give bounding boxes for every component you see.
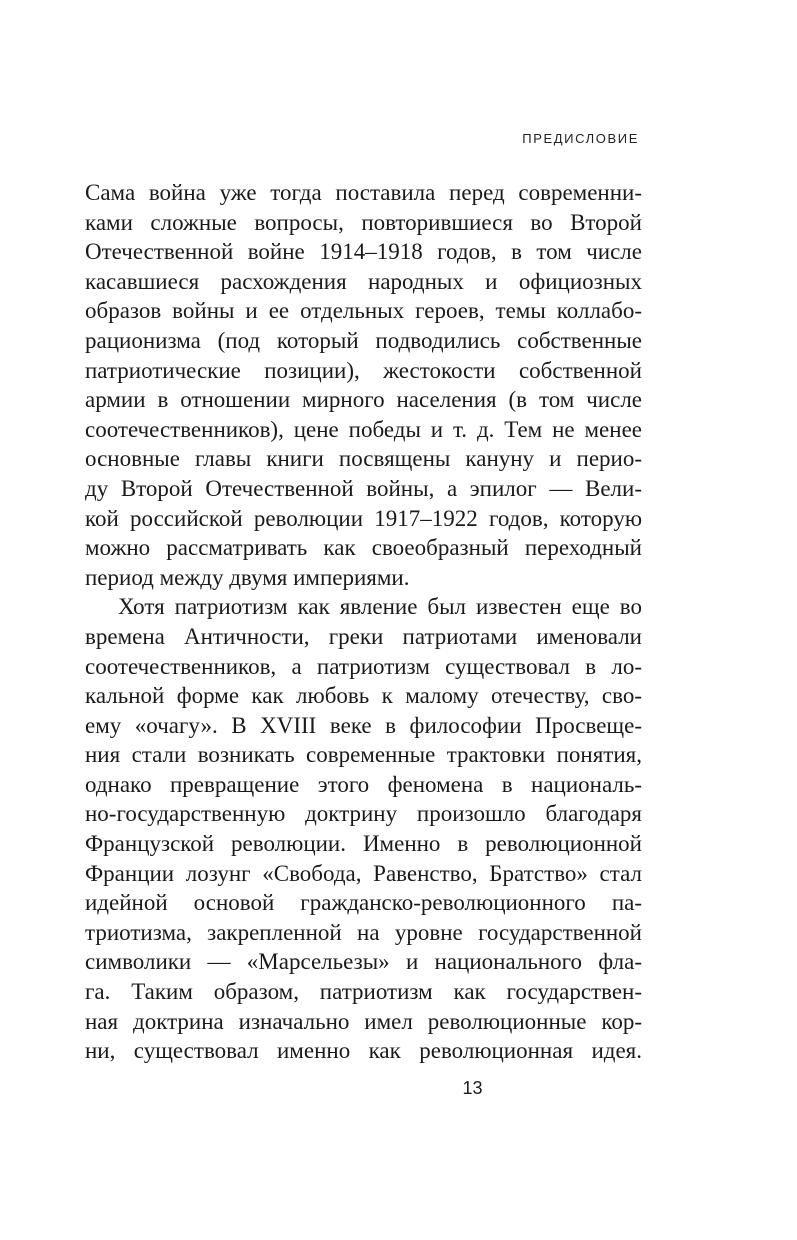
- text-line: ду Второй Отечественной войны, а эпилог — Вели-: [85, 475, 642, 501]
- text-line: времена Античности, греки патриотами именовали: [85, 623, 642, 649]
- text-line: можно рассматривать как своеобразный переходный: [85, 535, 642, 561]
- text-line: Французской революции. Именно в революционной: [85, 831, 642, 857]
- paragraph-1: [85, 178, 642, 592]
- text-line: ния стали возникать современные трактовки понятия,: [85, 742, 642, 768]
- text-line: кальной форме как любовь к малому отечеству, сво-: [85, 683, 642, 709]
- text-line: соотечественников, а патриотизм существовал в ло-: [85, 653, 642, 679]
- text-line: Хотя патриотизм как явление был известен еще во: [118, 594, 642, 620]
- text-line: но-государственную доктрину произошло благодаря: [85, 801, 642, 827]
- text-line: однако превращение этого феномена в националь-: [85, 771, 642, 797]
- text-line: ками сложные вопросы, повторившиеся во Второй: [85, 209, 642, 235]
- body-text: [85, 178, 642, 1066]
- text-line: касавшиеся расхождения народных и официозных: [85, 268, 642, 294]
- text-line: ная доктрина изначально имел революционные кор-: [85, 1008, 642, 1034]
- text-line: образов войны и ее отдельных героев, темы коллабо-: [85, 298, 642, 324]
- text-line: армии в отношении мирного населения (в том числе: [85, 387, 642, 413]
- text-line: кой российской революции 1917–1922 годов, которую: [85, 505, 642, 531]
- text-line: Франции лозунг «Свобода, Равенство, Братство» стал: [85, 860, 642, 886]
- text-line: триотизма, закрепленной на уровне государственной: [85, 919, 642, 945]
- text-line: основные главы книги посвящены кануну и перио-: [85, 446, 642, 472]
- paragraph-2: [85, 592, 642, 1066]
- text-line: ни, существовал именно как революционная идея.: [85, 1038, 642, 1064]
- text-line: соотечественников), цене победы и т. д. Тем не менее: [85, 416, 642, 442]
- text-line: Отечественной войне 1914–1918 годов, в том числе: [85, 239, 642, 265]
- text-line: га. Таким образом, патриотизм как государствен-: [85, 979, 642, 1005]
- text-line: период между двумя империями.: [85, 564, 410, 590]
- text-line: идейной основой гражданско-революционного па-: [85, 890, 642, 916]
- text-line: Сама война уже тогда поставила перед современни-: [85, 180, 642, 205]
- running-head: ПРЕДИСЛОВИЕ: [522, 131, 639, 146]
- text-line: патриотические позиции), жестокости собственной: [85, 357, 642, 383]
- text-line: рационизма (под который подводились собственные: [85, 327, 642, 353]
- text-line: символики — «Марсельезы» и национального фла-: [85, 949, 642, 975]
- text-line: ему «очагу». В XVIII веке в философии Просвеще-: [85, 712, 642, 738]
- page-number: 13: [462, 1078, 483, 1098]
